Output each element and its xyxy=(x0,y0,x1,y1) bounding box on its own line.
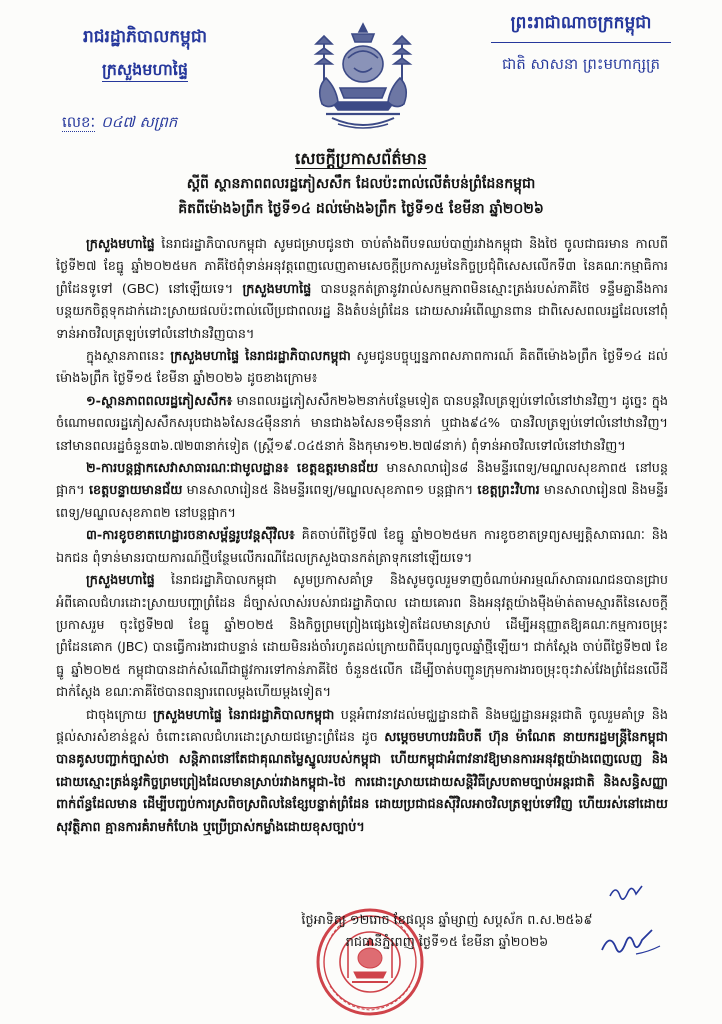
text-segment: មានសាលារៀន៨ និងមន្ទីរពេទ្យ/មណ្ឌលសុខភាព៥ នៅបន្តផ្អាក។ xyxy=(56,461,668,499)
reference-number-line xyxy=(62,108,252,136)
document-subject: ស្ដីពី ស្ថានភាពពលរដ្ឋភៀសសឹក ដែលប៉ះពាល់លើតំបន់ព្រំដែនកម្ពុជា xyxy=(186,176,536,192)
text-segment: សូមជូនបច្ចុប្បន្នភាពសភាពការណ៍ គិតពីម៉ោង៦ព្រឹក ថ្ងៃទី១៤ ដល់ម៉ោង៦ព្រឹក ថ្ងៃទី១៥ ខែមីនា ឆ្នាំ២០២៦ ដូចខាងក្រោម៖ xyxy=(56,349,668,387)
paragraph-introduction xyxy=(56,234,668,346)
reporting-period: គិតពីម៉ោង៦ព្រឹក ថ្ងៃទី១៤ ដល់ម៉ោង៦ព្រឹក ថ្ងៃទី១៥ ខែមីនា ឆ្នាំ២០២៦ xyxy=(178,201,544,217)
text-segment: ក្រសួងមហាផ្ទៃ xyxy=(86,237,155,252)
item-heading: ៣-ការខូចខាតហេដ្ឋារចនាសម្ព័ន្ធរូបវន្តស៊ីវិល៖ xyxy=(86,528,295,544)
government-name: រាជរដ្ឋាភិបាលកម្ពុជា xyxy=(82,27,208,47)
text-segment: គិតចាប់ពីថ្ងៃទី៧ ខែធ្នូ ឆ្នាំ២០២៥មក ការខូចខាតទ្រព្យសម្បត្តិសាធារណៈ និងឯកជន ពុំទាន់មានរបាយការណ៍ថ្មីបន្ថែមលើករណីដែលក្រសួងបានកត់ត្រាទុកនៅឡើយទេ។ xyxy=(56,528,668,566)
document-title-block xyxy=(40,146,682,222)
paragraph-situation-update xyxy=(56,346,668,391)
province-name: ខេត្តបន្ទាយមានជ័យ xyxy=(88,483,183,499)
text-segment: នៃរាជរដ្ឋាភិបាលកម្ពុជា សូមជម្រាបជូនថា ចាប់តាំងពីបទឈប់បាញ់រវាងកម្ពុជា និងថៃ ចូលជាធរមាន កាលពីថ្ងៃទី២៧ ខែធ្នូ ឆ្នាំ២០២៥មក ភាគីថៃពុំទាន់អនុវត្តពេញលេញតាមសេចក្ដីប្រកាសរួមនៃកិច្ចប្រជុំពិសេសលើកទី៣ នៃគណៈកម្មាធិការព្រំដែនទូទៅ (GBC) នៅឡើយទេ។ xyxy=(56,237,668,297)
item-infrastructure-damage xyxy=(56,525,668,570)
province-name: ខេត្តព្រះវិហារ xyxy=(477,483,540,499)
text-segment: សម្ដេចមហាបវរធិបតី ហ៊ុន ម៉ាណែត នាយករដ្ឋមន្ត្រីនៃកម្ពុជា បានគូសបញ្ជាក់ច្បាស់ថា សន្តិភាពនៅតែជាគុណតម្លៃស្នូលរបស់កម្ពុជា ហើយកម្ពុជាអំពាវនាវឱ្យមានការអនុវត្តយ៉ាងពេញលេញ និងដោយស្មោះត្រង់នូវកិច្ចព្រមព្រៀងដែលមានស្រាប់រវាងកម្ពុជា-ថៃ ការដោះស្រាយដោយសន្តិវិធីស្របតាមច្បាប់អន្តរជាតិ និងសន្ធិសញ្ញាពាក់ព័ន្ធដែលមាន ដើម្បីបញ្ចប់ការស្រពិចស្រពិលនៃខ្សែបន្ទាត់ព្រំដែន ដោយប្រជាជនស៊ីវិលអាចវិលត្រឡប់ទៅវិញ ហើយរស់នៅដោយសុវត្ថិភាព គ្មានការគំរាមកំហែង ឬប្រើប្រាស់កម្លាំងដោយខុសច្បាប់។ xyxy=(56,729,668,835)
text-segment: ក្រសួងមហាផ្ទៃ xyxy=(86,573,155,589)
text-segment: នៃរាជរដ្ឋាភិបាលកម្ពុជា សូមប្រកាសគាំទ្រ និងសូមចូលរួមទាញចំណាប់អារម្មណ៍សាធារណជនបានជ្រាប អំពីគោលជំហរដោះស្រាយបញ្ហាព្រំដែន ដ៏ច្បាស់លាស់របស់រាជរដ្ឋាភិបាល ដោយគោរព និងអនុវត្តយ៉ាងម៉ឺងម៉ាត់តាមស្មារតីនៃសេចក្ដីប្រកាសរួម ចុះថ្ងៃទី២៧ ខែធ្នូ ឆ្នាំ២០២៥ និងកិច្ចព្រមព្រៀងផ្សេងទៀតដែលមានស្រាប់ ដើម្បីអនុញ្ញាតឱ្យគណៈកម្មការចម្រុះព្រំដែនគោក (JBC) បានធ្វើការងារជាបន្ទាន់ ដោយមិនរង់ចាំរហូតដល់ក្រោយពិធីបុណ្យចូលឆ្នាំថ្មីឡើយ។ ជាក់ស្ដែង ចាប់ពីថ្ងៃទី២៧ ខែធ្នូ ឆ្នាំ២០២៥ កម្ពុជាបានដាក់សំណើជាផ្លូវការទៅកាន់ភាគីថៃ ចំនួន៥លើក ដើម្បីចាត់បញ្ជូនក្រុមការងារចម្រុះចុះវាស់វែងព្រំដែនលើដីជាក់ស្ដែង ខណៈភាគីថៃបានពន្យារពេលម្ដងហើយម្ដងទៀត។ xyxy=(56,573,668,701)
item-heading: ២-ការបន្តផ្អាកសេវាសាធារណៈជាមូលដ្ឋាន៖ xyxy=(86,461,289,477)
text-segment: បន្តអំពាវនាវដល់មជ្ឈដ្ឋានជាតិ និងមជ្ឈដ្ឋានអន្តរជាតិ ចូលរួមគាំទ្រ និងផ្ដល់សារសំខាន់ខ្ពស់ ចំពោះគោលជំហរដោះស្រាយជម្លោះព្រំដែន ដូច xyxy=(56,707,668,745)
lunar-date: ថ្ងៃអាទិត្យ ១២រោច ខែផល្គុន ឆ្នាំម្សាញ់ សប្តស័ក ព.ស.២៥៦៩ xyxy=(301,913,593,928)
item-displaced-people xyxy=(56,391,668,458)
royal-coat-of-arms-icon xyxy=(302,18,424,136)
text-segment: ក្នុងស្ថានភាពនេះ xyxy=(86,349,171,365)
text-segment: បានបន្តកត់ត្រានូវរាល់សកម្មភាពមិនស្មោះត្រង់របស់ភាគីថៃ ទន្ទឹមគ្នានឹងការបន្តយកចិត្តទុកដាក់ដោះស្រាយផលប៉ះពាល់លើប្រជាពលរដ្ឋ និងតំបន់ព្រំដែន ដោយសារអំពើឈ្លានពាន ជាពិសេសពលរដ្ឋដែលនៅពុំទាន់អាចវិលត្រឡប់ទៅលំនៅឋានវិញបាន។ xyxy=(56,281,668,342)
text-segment: ជាចុងក្រោយ xyxy=(86,707,154,723)
paragraph-closing-appeal xyxy=(56,705,668,839)
reference-number: ០៤៧ សព្រក xyxy=(101,113,178,131)
document-body xyxy=(56,234,668,908)
reference-label: លេខៈ xyxy=(62,113,96,131)
text-segment: មានសាលារៀន៧ និងមន្ទីរពេទ្យ/មណ្ឌលសុខភាព២ នៅបន្តផ្អាក។ xyxy=(56,483,668,521)
text-segment: មានពលរដ្ឋភៀសសឹក២៦២នាក់បន្ថែមទៀត បានបន្តវិលត្រឡប់ទៅលំនៅឋានវិញ។ ដូច្នេះ ក្នុងចំណោមពលរដ្ឋភៀសសឹកសរុបជាង៦សែន៤ម៉ឺននាក់ មានជាង៦សែន១ម៉ឺននាក់ ឬជាង៩៤% បានវិលត្រឡប់ទៅលំនៅឋានវិញ។ នៅមានពលរដ្ឋចំនួន៣៦.៧២៣នាក់ទៀត (ស្ត្រី១៩.០៤៥នាក់ និងកុមារ១២.២៧៨នាក់) ពុំទាន់អាចវិលទៅលំនៅឋានវិញ។ xyxy=(56,393,668,454)
signature-scribble-icon xyxy=(596,924,666,962)
text-segment: មានសាលារៀន៥ និងមន្ទីរពេទ្យ/មណ្ឌលសុខភាព១ បន្តផ្អាក។ xyxy=(182,483,478,499)
kingdom-divider xyxy=(491,42,671,43)
item-heading: ១-ស្ថានភាពពលរដ្ឋភៀសសឹក៖ xyxy=(86,393,233,409)
item-public-services xyxy=(56,458,668,525)
document-heading-wrap xyxy=(40,146,682,172)
kingdom-header xyxy=(476,8,686,77)
kingdom-name: ព្រះរាជាណាចក្រកម្ពុជា xyxy=(510,13,652,33)
text-segment xyxy=(289,461,297,476)
issuer-header xyxy=(40,22,250,84)
text-segment: ក្រសួងមហាផ្ទៃ នៃរាជរដ្ឋាភិបាលកម្ពុជា xyxy=(153,707,335,723)
handwritten-initial-icon xyxy=(606,880,646,906)
ministry-name: ក្រសួងមហាផ្ទៃ xyxy=(102,60,188,82)
text-segment: ក្រសួងមហាផ្ទៃ xyxy=(242,281,312,297)
province-name: ខេត្តឧត្តរមានជ័យ xyxy=(296,461,379,477)
paragraph-government-position xyxy=(56,570,668,704)
national-motto: ជាតិ សាសនា ព្រះមហាក្សត្រ xyxy=(501,55,661,73)
text-segment: ក្រសួងមហាផ្ទៃ នៃរាជរដ្ឋាភិបាលកម្ពុជា xyxy=(170,349,351,365)
place-and-date: រាជធានីភ្នំពេញ ថ្ងៃទី១៥ ខែមីនា ឆ្នាំ២០២៦ xyxy=(345,935,549,950)
document-heading: សេចក្ដីប្រកាសព័ត៌មាន xyxy=(295,149,427,168)
ministry-name-wrap xyxy=(40,56,250,84)
